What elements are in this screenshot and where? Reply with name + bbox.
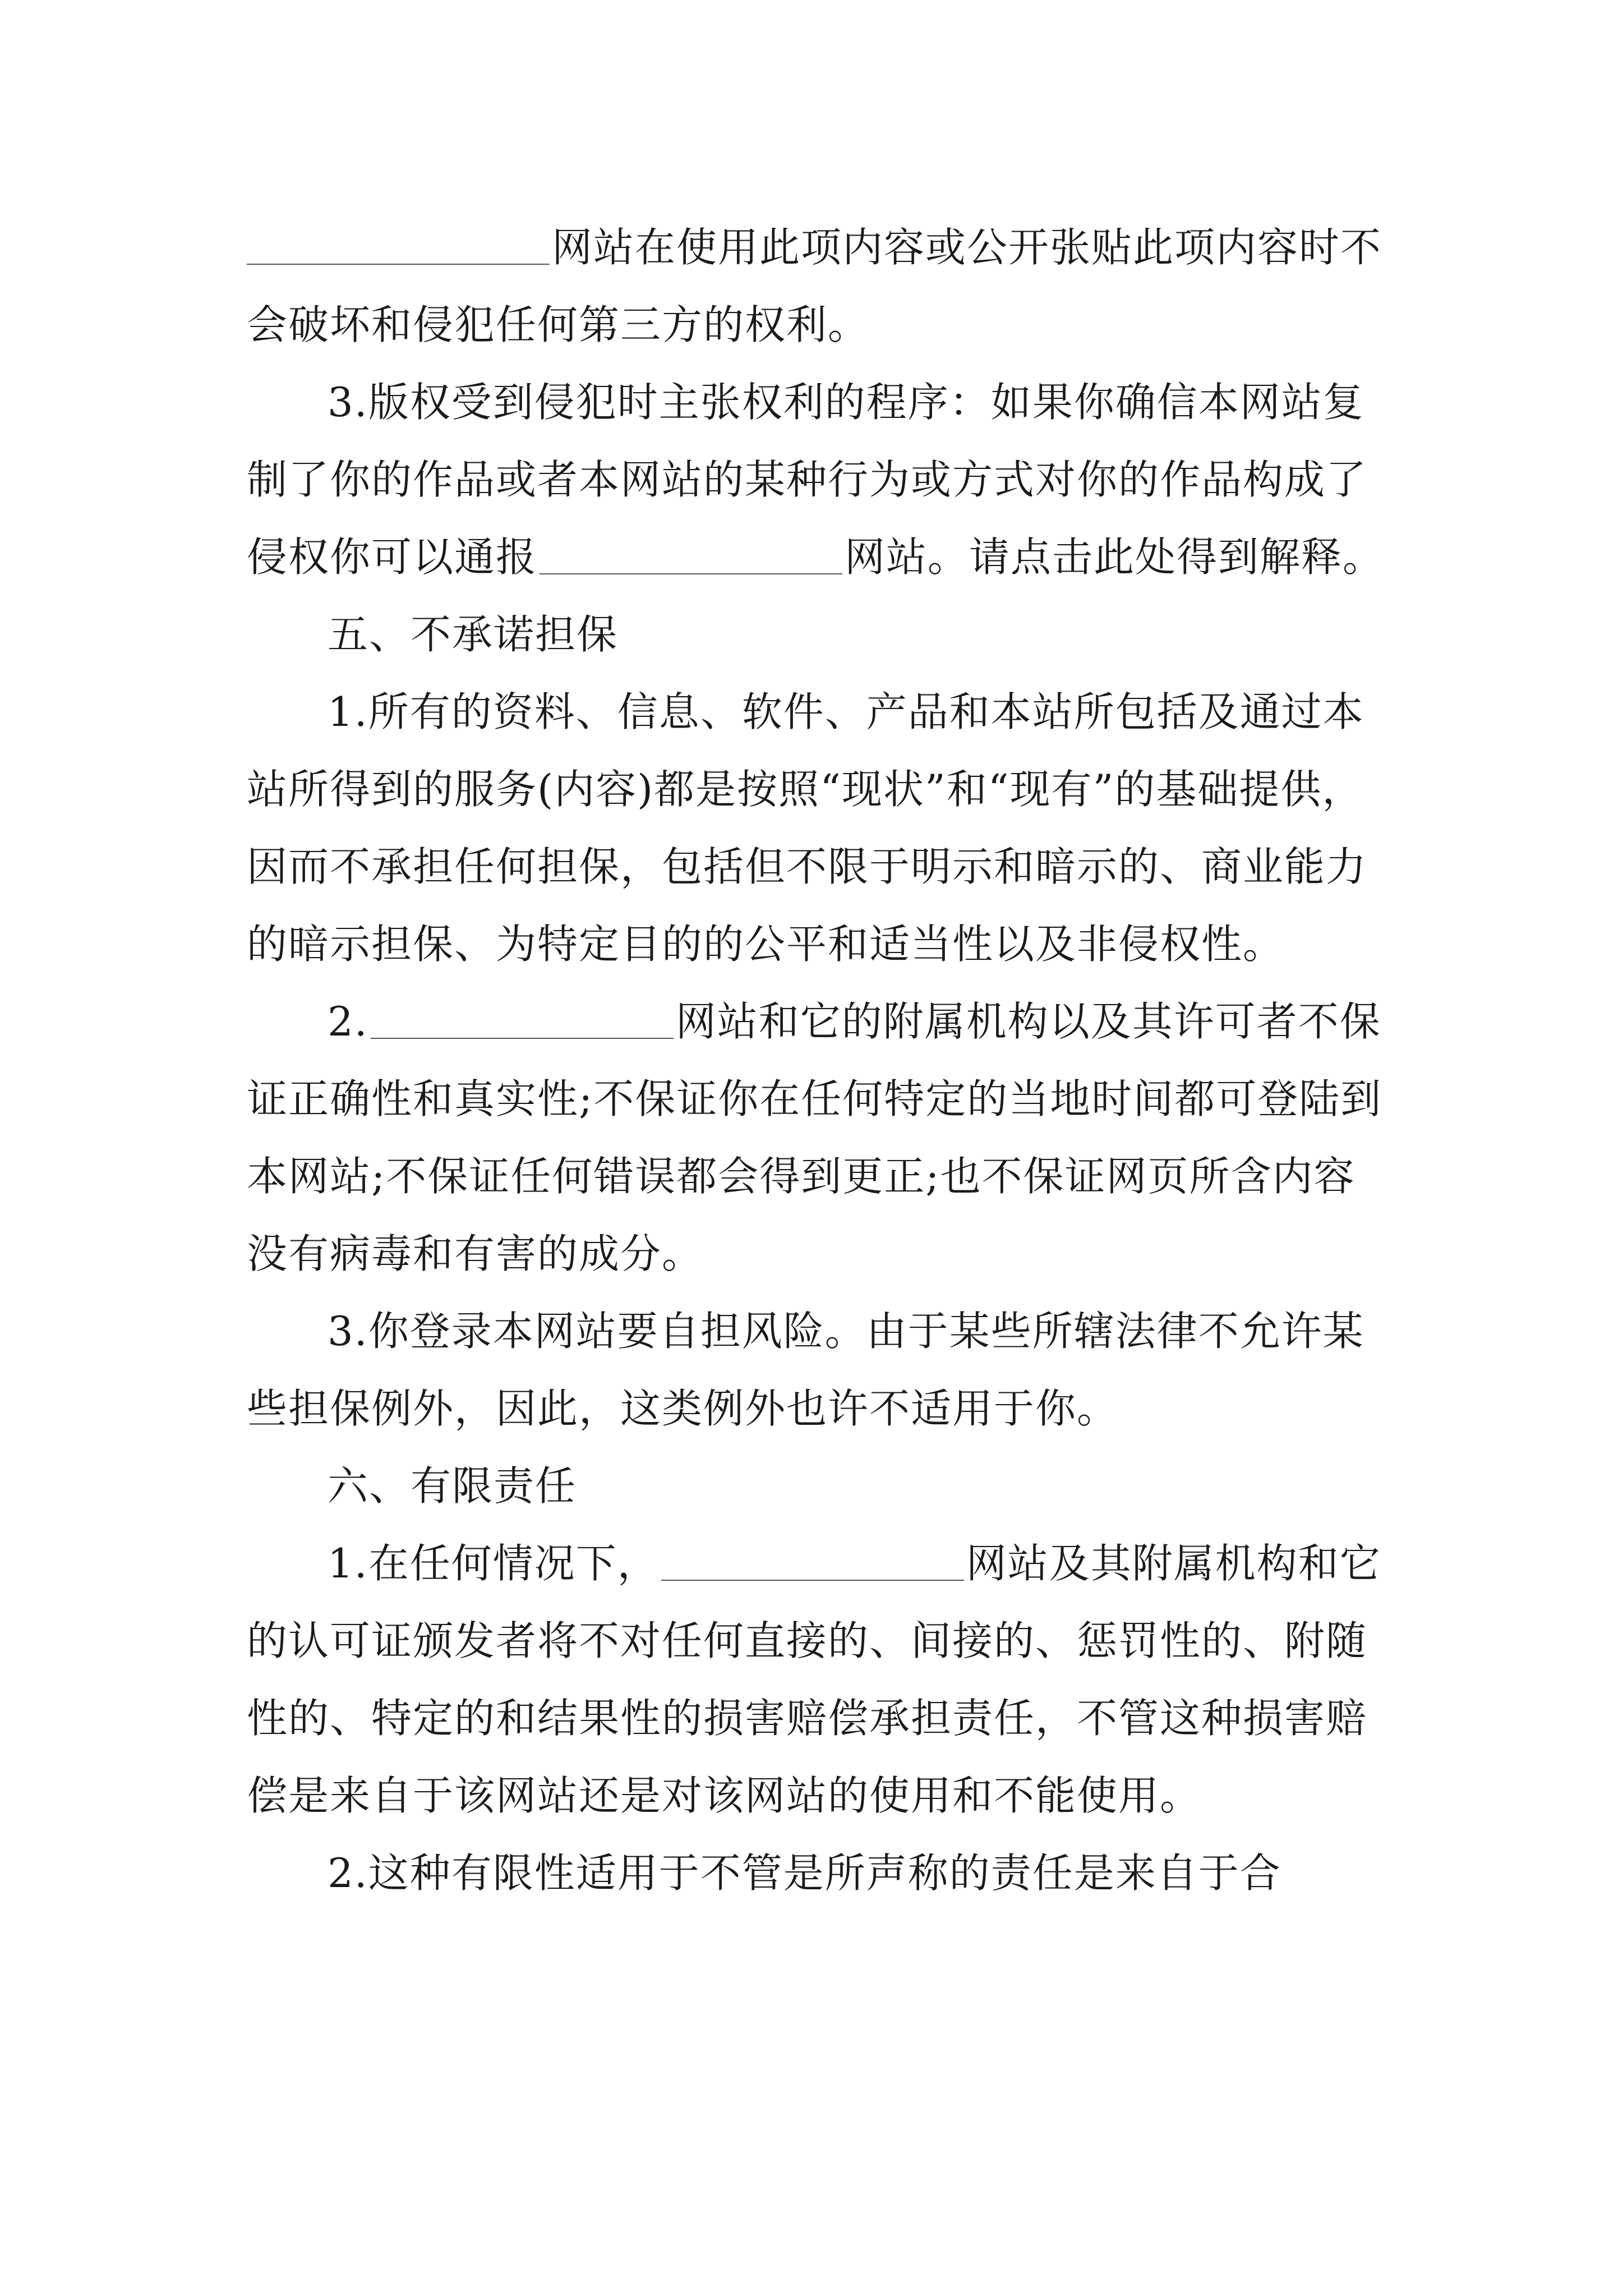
paragraph-text: 五、不承诺担保 [328,611,619,658]
paragraph-text: 网站及其附属机构和它的认可证颁发者将不对任何直接的、间接的、惩罚性的、附随性的、特定的和结果性的损害赔偿承担责任，不管这种损害赔偿是来自于该网站还是对该网站的使用和不能使用。 [247,1540,1381,1819]
paragraph-text: 六、有限责任 [328,1462,577,1510]
fill-in-blank [661,1546,964,1581]
document-body [247,209,1396,1912]
paragraph-text: 3.版权受到侵犯时主张权利的程序：如果你确信本网站复制了你的作品或者本网站的某种行为或方式对你的作品构成了侵权你可以通报 [247,379,1368,581]
paragraph-p8 [247,1525,1396,1834]
paragraph-p4 [247,673,1396,983]
fill-in-blank [371,1004,674,1039]
fill-in-blank [540,540,842,574]
paragraph-text: 网站在使用此项内容或公开张贴此项内容时不会破坏和侵犯任何第三方的权利。 [247,224,1382,348]
paragraph-p9 [247,1834,1396,1912]
fill-in-blank [247,230,550,265]
paragraph-text: 2.这种有限性适用于不管是所声称的责任是来自于合 [328,1849,1281,1897]
paragraph-p6 [247,1292,1396,1447]
paragraph-text: 1.所有的资料、信息、软件、产品和本站所包括及通过本站所得到的服务(内容)都是按照“现状”和“现有”的基础提供，因而不承担任何担保，包括但不限于明示和暗示的、商业能力的暗示担保、为特定目的的公平和适当性以及非侵权性。 [247,688,1368,968]
paragraph-p3 [247,596,1396,673]
paragraph-p1 [247,209,1396,364]
paragraph-text: 网站。请点击此处得到解释。 [845,533,1385,581]
paragraph-p5 [247,983,1396,1292]
paragraph-text: 1.在任何情况下， [328,1540,659,1587]
paragraph-text: 网站和它的附属机构以及其许可者不保证正确性和真实性;不保证你在任何特定的当地时间都可登陆到本网站;不保证任何错误都会得到更正;也不保证网页所含内容没有病毒和有害的成分。 [247,998,1382,1277]
paragraph-text: 3.你登录本网站要自担风险。由于某些所辖法律不允许某些担保例外，因此，这类例外也许不适用于你。 [247,1308,1364,1432]
paragraph-text: 2. [328,998,368,1045]
paragraph-p2 [247,364,1396,596]
paragraph-p7 [247,1447,1396,1525]
